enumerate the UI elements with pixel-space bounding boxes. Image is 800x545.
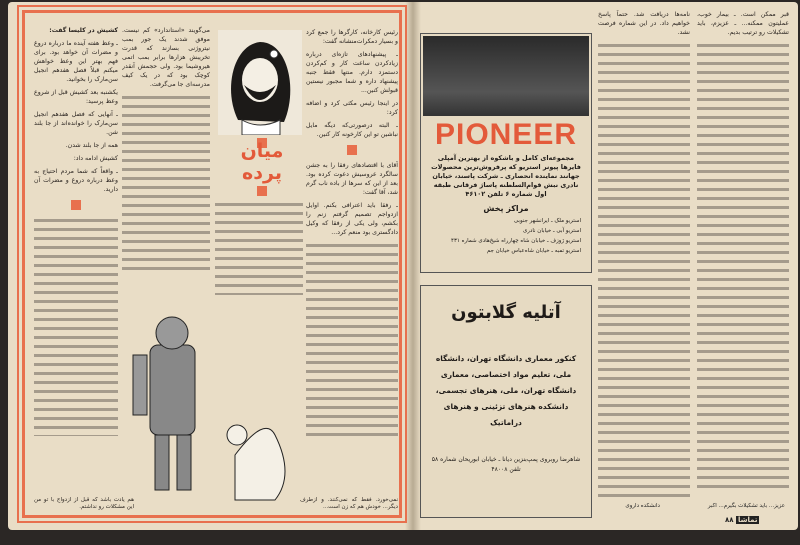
joke-text: کشیش ادامه داد: [73, 155, 118, 162]
column-jokes-b [122, 26, 210, 286]
robot-cartoon-illustration [125, 305, 305, 505]
joke-text: می‌گویند «استاندارد» کم نیست. موفق شدند یک جور بمب نیتروژنی بسازند که قدرت تخریبش هزارها برابر بمب اتمی هیروشیما بود. ولی حجمش آنقدر کوچک بود که در یک کیف مدرسه‌ای جا می‌گرفت. [122, 27, 210, 88]
distribution-center: استریو تمبه ـ خیابان شاه‌عباس خیابان جم [486, 248, 581, 254]
column-jokes-a [34, 26, 118, 496]
atelier-body: کنکور معماری دانشگاه تهران، دانشگاه ملی، تعلیم مواد اختصاصی، معماری دانشگاه تهران، ملی، هنرهای تجسمی، دانشکده هنرهای تزئینی و هنرهای دراماتیک [435, 354, 577, 427]
separator-square [71, 200, 81, 210]
joke-text: ـ وعظ هفته آینده ما درباره دروغ و مضرات آن خواهد بود. برای فهم بهتر این وعظ خواهش میکنم قبلاً فصل هفدهم انجیل سن‌مارک را بخوانید. [34, 40, 118, 83]
caption-bottom-right: نمی‌خورد. فقط که نمی‌کنند. و ازطرف دیگر... خودش هم که زن است... [300, 497, 398, 510]
text-lines [306, 241, 398, 441]
footer-left-text: دانشکده داروی [625, 503, 660, 509]
magazine-name: تماشا [737, 516, 758, 524]
magazine-page-footer [725, 516, 759, 524]
column-story [697, 10, 789, 490]
pioneer-ad-body: مجموعه‌ای کامل و باشکوه از بهترین آمپلی فایرها پیونر استریو که پرفروش‌ترین محصولات جهانند نماینده انحصاری ـ شرکت پاسند، خیابان نادری نبش قوام‌السلطنه پاساژ فرقانی طبقه اول شماره ۶ تلفن ۴۶۱۰۲ [431, 154, 581, 198]
joke-text: کشیش در کلیسا گفت: [49, 27, 118, 34]
text-lines [34, 216, 118, 436]
text-lines [697, 41, 789, 490]
column-jokes-mid [215, 200, 303, 295]
distribution-center: استریو آبی ـ خیابان نادری [522, 228, 581, 234]
joke-text: ـ پیشنهادهای تازه‌ای درباره زیادکردن ساعت کار و کم‌کردن دستمزد دارم. منتها فقط جنبه پیشنهاد داره و شما مجبور نیستین قبولش کنین... [306, 51, 398, 94]
distribution-center: استریو ملک ـ ایرانشهر جنوبی [513, 218, 581, 224]
footer-text: عزیز... باید تشکیلات بگیرم... اکبر [707, 503, 785, 509]
joke-text: ـ واقعاً که شما مردم احتیاج به وعظ درباره دروغ و مضرات آن دارید. [34, 168, 118, 193]
text-lines [215, 200, 303, 295]
section-title: میان پرده [240, 140, 284, 184]
joke-text: همه از جا بلند شدن. [65, 142, 118, 149]
title-square [257, 186, 267, 196]
joke-text: در اینجا رئیس مکثی کرد و اضافه کرد: [306, 100, 398, 116]
joke-text: ـ رفقا باید اعترافی بکنم. اوایل ازدواجم تصمیم گرفتم زنم را بکشم، ولی یکی از رفقا که وکیل دادگستری بود منعم کرد... [306, 202, 398, 236]
atelier-title: آتلیه گلابتون [451, 302, 561, 323]
book-gutter [405, 2, 421, 530]
stereo-equipment-photo [423, 36, 589, 116]
pioneer-advertisement [420, 33, 592, 273]
atelier-golabetoon-advertisement [420, 285, 592, 518]
column-jokes-c [306, 28, 398, 498]
separator-square [347, 145, 357, 155]
joke-text: رئیس کارخانه، کارگرها را جمع کرد و بسیار دمکرات‌منشانه گفت: [306, 29, 398, 45]
joke-text: آقای با اقتصادهای رفقا را به جشن سالگرد عروسیش دعوت کرده بود. بعد از این که سرها از باده ناب گرم شد، آقا گفت: [306, 162, 398, 196]
page-number: ۸۸ [725, 516, 734, 524]
story-text: قبر ممکن است. ـ بیمار خوب، عملیتون ممکنه... ـ عزیزم، باید تشکیلات رو ترتیب بدیم. [697, 11, 789, 36]
distribution-center: استریو ژوزف ـ خیابان شاه چهارراه شیخ‌هادی شماره ۴۳۱ [451, 238, 581, 244]
joke-text: ـ البته درصورتی‌که دیگه مایل نباشین تو این کارخونه کار کنین. [306, 122, 398, 138]
letter-text: نامه‌ها دریافت شد. حتماً پاسخ خواهیم داد. در این شماره فرصت نشد. [598, 11, 690, 36]
bearded-girl-illustration [218, 30, 302, 135]
column-letters [598, 10, 690, 500]
pioneer-logo: PIONEER [434, 118, 578, 151]
joke-text: یکشنبه بعد کشیش قبل از شروع وعظ پرسید: [34, 89, 118, 105]
distribution-title: مراکز پخش [483, 204, 529, 213]
caption-bottom-left: هم یادت باشد که قبل از ازدواج با تو من این مشکلات رو نداشتم. [34, 497, 134, 510]
atelier-address: شاهرضا روبروی پمپ‌بنزین دیانا ـ خیابان ابوریحان شماره ۵۸ تلفن ۴۸۰۰۸ [431, 456, 581, 473]
text-lines [598, 41, 690, 500]
text-lines [122, 93, 210, 273]
joke-text: ـ آنهایی که فصل هفدهم انجیل سن‌مارک را خوانده‌اند از جا بلند شن. [34, 111, 118, 136]
